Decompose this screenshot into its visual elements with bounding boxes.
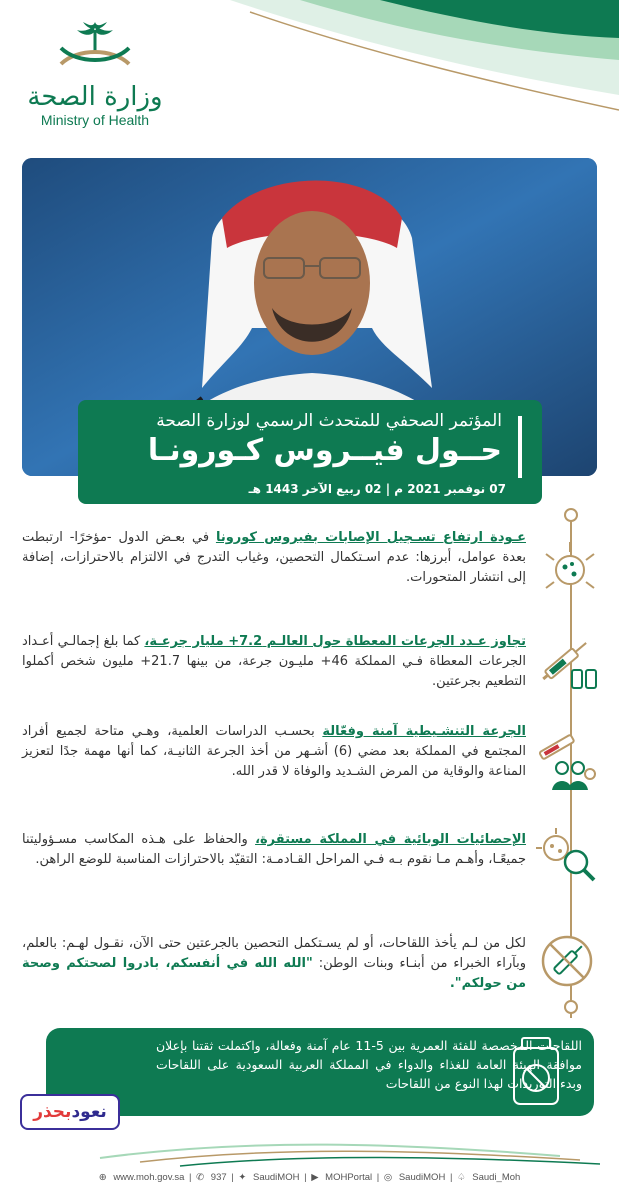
info-item-2: [22, 632, 526, 692]
booster-people-icon: [532, 724, 602, 794]
item-5-text: لكل من لـم يأخذ اللقاحات، أو لم يسـتكمل التحصين بالجرعتين حتى الآن، نقـول لهـم: بالعلم، وبآراء الخبراء من أبنـاء وبنات الوطن:: [22, 936, 526, 971]
item-1-text: في بعـض الدول -مؤخرًا- ارتبطت بعدة عوامل، أبرزها: عدم اسـتكمال التحصين، وغياب التدرج في الالتزام بالاحترازات، إضافة إلى انتشار المتحورات.: [22, 530, 526, 585]
item-4-highlight: الإحصائيات الوبائية في المملكة مستقرة،: [255, 832, 527, 847]
globe-icon: ⊕: [98, 1172, 107, 1183]
youtube-icon: ▶: [311, 1172, 319, 1183]
virus-spread-icon: [532, 530, 602, 600]
vaccine-syringe-icon: [532, 624, 602, 694]
vaccine-notice-text: اللقاحات المخصصة للفئة العمرية بين 5-11 عام آمنة وفعالة، واكتملت ثقتنا بإعلان موافقة الهيئة العامة للغذاء والدواء في المملكة العربية السعودية على اللقاحات وبدء التوريدات لهذا النوع من اللقاحات: [156, 1038, 583, 1091]
ministry-name-arabic: وزارة الصحة: [27, 82, 163, 112]
ministry-name-english: Ministry of Health: [40, 112, 150, 128]
item-3-highlight: الجرعة التنشـيطية آمنة وفعّالة: [322, 724, 526, 739]
timeline-dot: [564, 508, 578, 522]
phone-icon: ✆: [196, 1172, 205, 1183]
vaccine-vial-icon: [500, 1034, 572, 1110]
campaign-part-1: نعود: [71, 1102, 107, 1122]
info-item-3: [22, 722, 526, 782]
item-5-quote: "الله الله في أنفسكم، بادروا لصحتكم وصحة من حولكم".: [22, 956, 526, 991]
twitter-handle[interactable]: SaudiMOH: [253, 1172, 300, 1183]
snapchat-icon: ♤: [457, 1172, 466, 1183]
item-2-text: كما بلغ إجمالـي أعـداد الجرعات المعطاة فـي المملكة 46+ مليـون جرعة، من بينها 21.7+ مليون شخص أكملوا التطعيم بجرعتين.: [22, 634, 526, 689]
banner-title: حــول فيــروس كـورونـا: [147, 433, 502, 468]
snapchat-handle[interactable]: Saudi_Moh: [472, 1172, 521, 1183]
banner-subtitle: المؤتمر الصحفي للمتحدث الرسمي لوزارة الصحة: [156, 411, 502, 431]
instagram-icon: ◎: [383, 1172, 393, 1183]
campaign-part-2: بحذر: [33, 1102, 72, 1122]
item-1-highlight: عـودة ارتفاع تسـجيل الإصابات بفيروس كورونا: [215, 530, 526, 545]
phone-number[interactable]: 937: [210, 1172, 227, 1183]
info-item-4: [22, 830, 526, 870]
timeline-dot: [564, 1000, 578, 1014]
info-item-5: [22, 934, 526, 994]
palm-swords-emblem-icon: [47, 18, 143, 82]
website-link[interactable]: www.moh.gov.sa: [113, 1172, 185, 1183]
banner-accent-bar: [518, 416, 522, 478]
banner-date: 07 نوفمبر 2021 م | 02 ربيع الآخر 1443 هـ: [248, 482, 506, 496]
conference-banner: [78, 400, 542, 504]
item-4-text: والحفاظ على هـذه المكاسب مسـؤوليتنا جميعًـا، وأهـم مـا نقوم بـه فـي المراحل القـادمـة: التقيّد بالاحترازات المناسبة للوضع الراهن.: [22, 832, 526, 867]
ministry-logo: [20, 18, 170, 143]
item-3-text: بحسـب الدراسات العلمية، وهـي متاحة لجميع أفراد المجتمع في المملكة بعد مضي (6) أشـهر من أخذ الجرعة الثانيـة، كما أنها مهمة جدًا لتعزيز المناعة والوقاية من المرض الشـديد والوفاة لا قدر الله.: [22, 724, 526, 779]
info-item-1: [22, 528, 526, 588]
no-syringe-icon: [532, 926, 602, 996]
campaign-badge: [20, 1094, 120, 1130]
portal-handle[interactable]: MOHPortal: [325, 1172, 373, 1183]
instagram-handle[interactable]: SaudiMOH: [398, 1172, 446, 1183]
twitter-icon: ✦: [238, 1172, 247, 1183]
social-links-bar: ⊕ www.moh.gov.sa | ✆ 937 | ✦ SaudiMOH | ▶ MOHPortal | ◎ SaudiMOH | ♤ Saudi_Moh: [98, 1172, 521, 1183]
item-2-highlight: تجاوز عـدد الجرعات المعطاة حول العالـم 7.2+ مليار جرعـة،: [144, 634, 526, 649]
bottom-decorative-waves: [0, 1138, 619, 1168]
virus-magnifier-icon: [532, 820, 602, 890]
